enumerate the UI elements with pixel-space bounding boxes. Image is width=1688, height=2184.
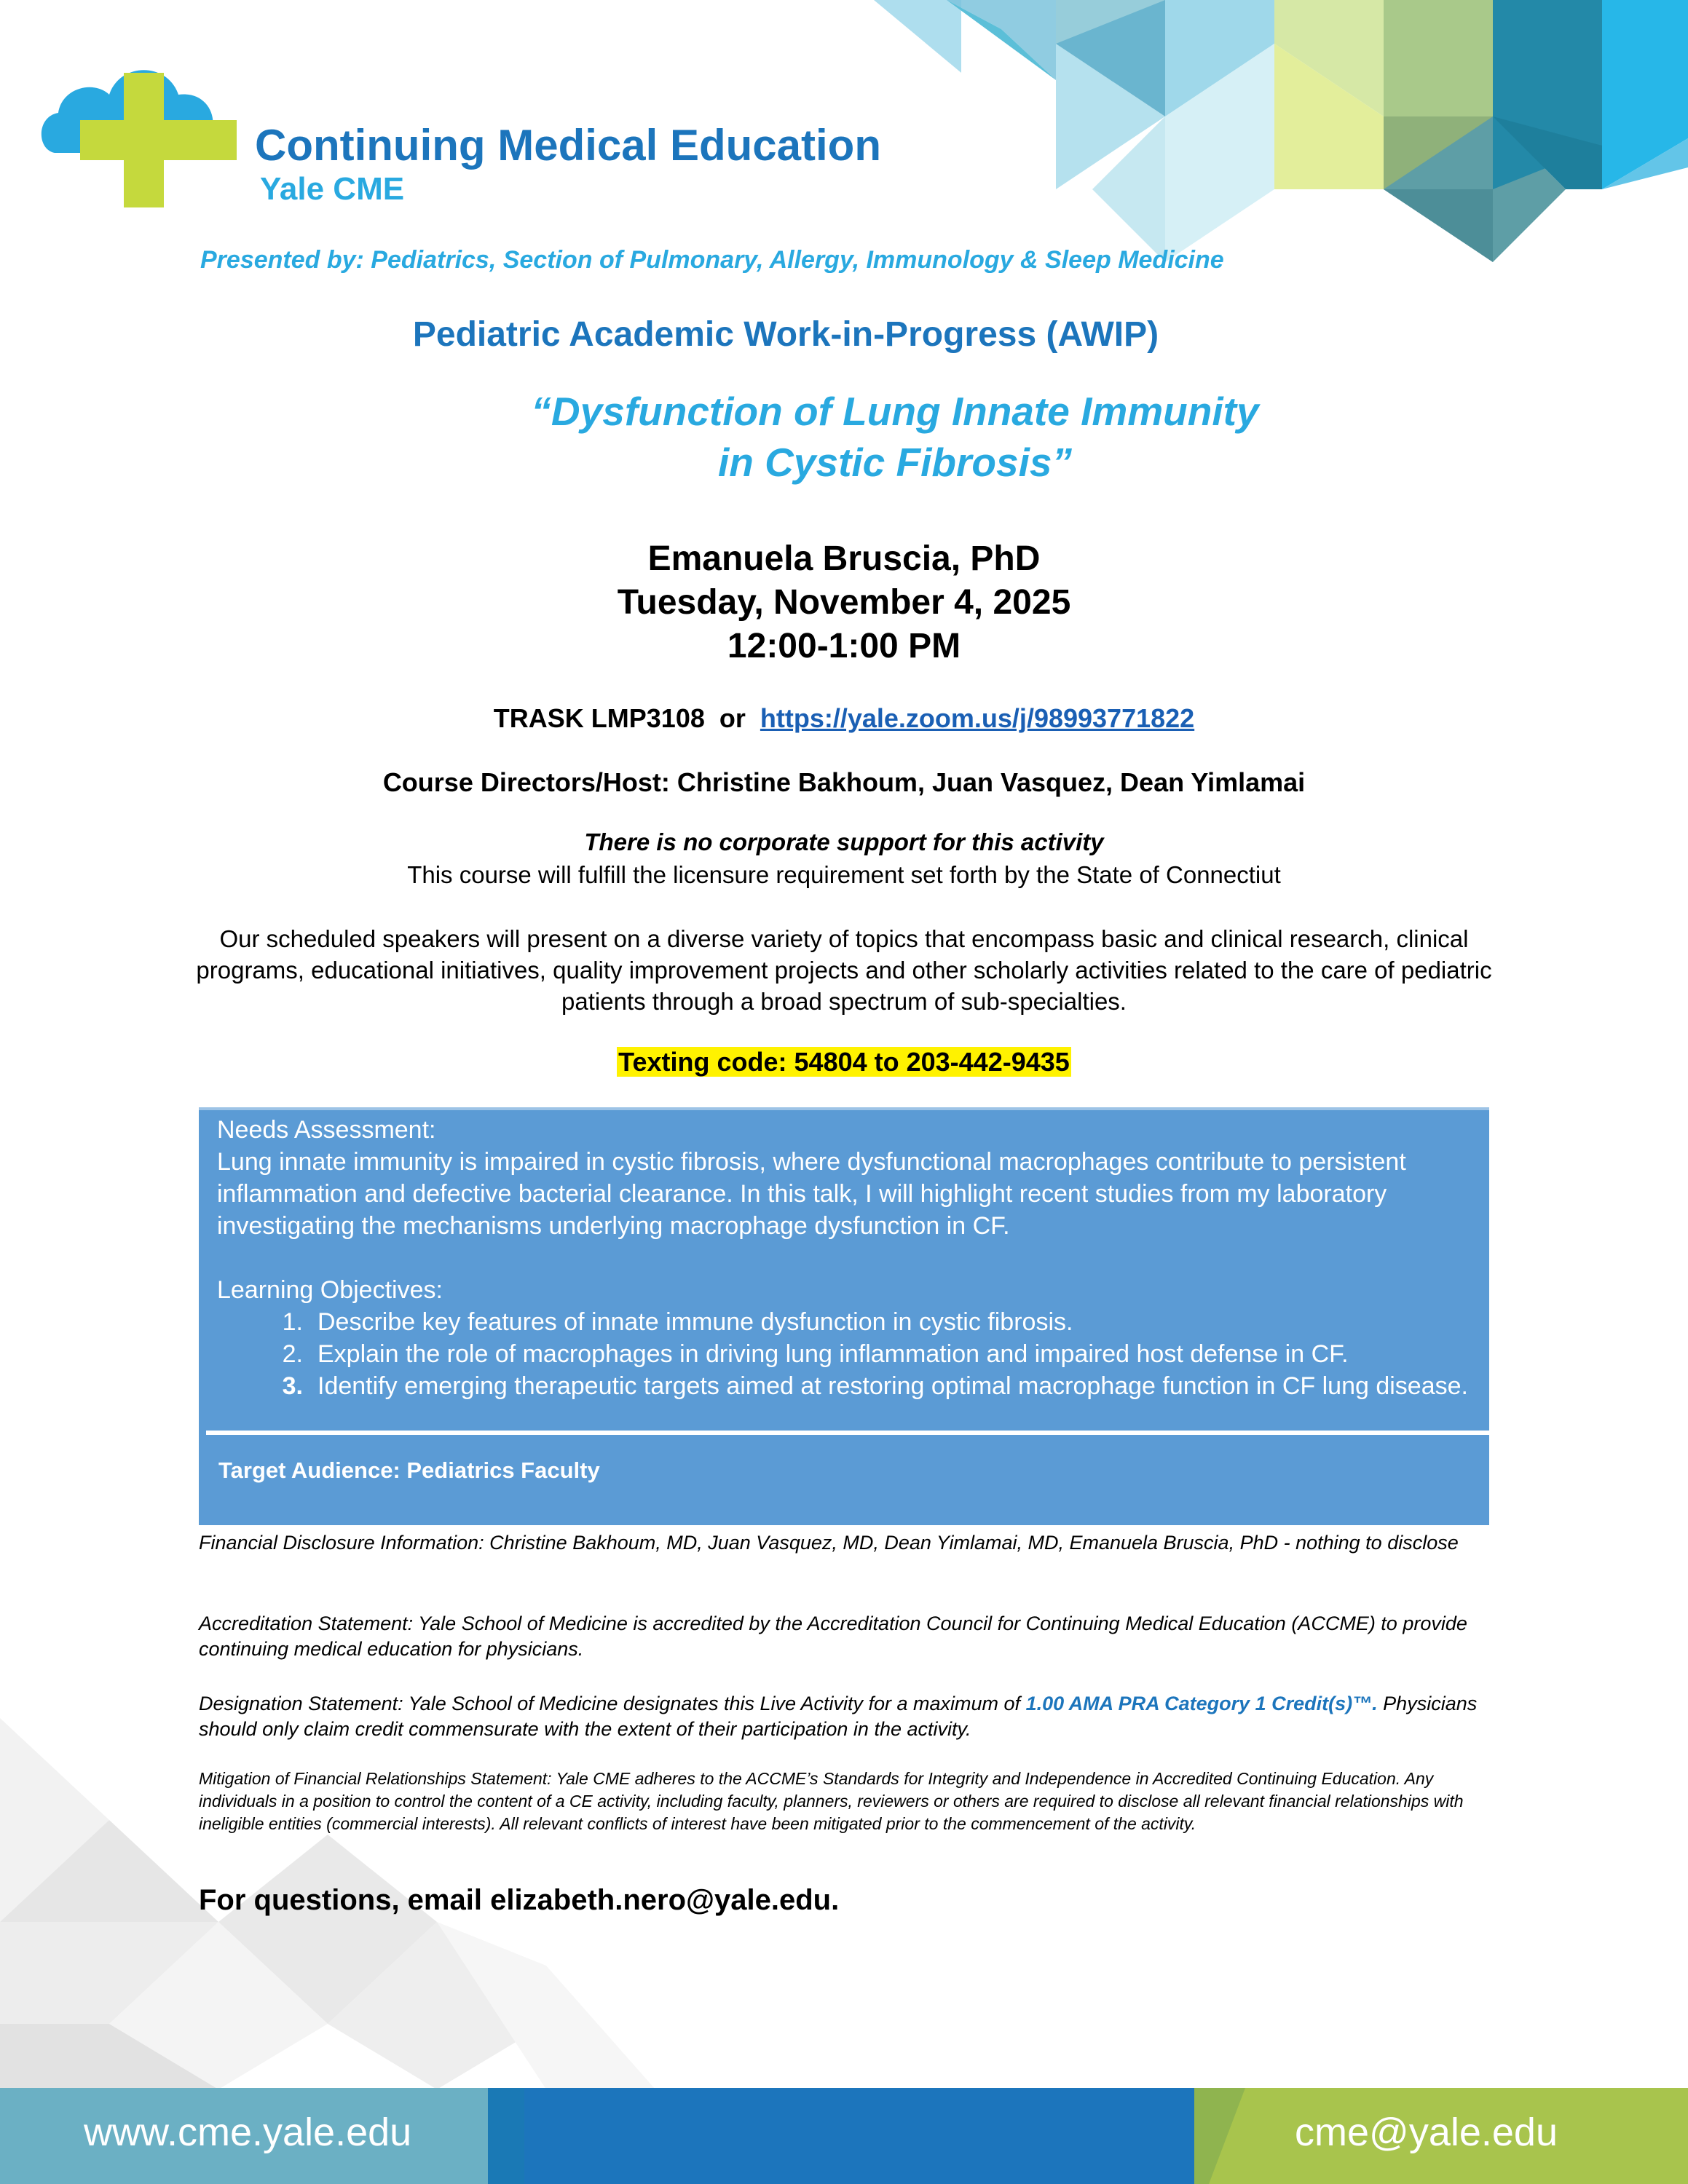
mitigation-statement: Mitigation of Financial Relationships Statement: Yale CME adheres to the ACCME’s Standards for Integrity and Independence in Accredited Continuing Education. Any individuals in a position to control the content of a CE activity, including faculty, planners, reviewers or others are required to disclose all relevant financial relationships with ineligible entities (commercial interests). All relevant conflicts of interest have been mitigated prior to the commencement of the activity. (199, 1769, 1464, 1833)
objective-number: 2. (282, 1340, 303, 1368)
licensure-note: This course will fulfill the licensure requirement set forth by the State of Connectiut (407, 861, 1281, 888)
contact-questions: For questions, email elizabeth.nero@yale.edu. (199, 1884, 840, 1916)
target-audience: Target Audience: Pediatrics Faculty (218, 1457, 600, 1483)
corporate-support-note: There is no corporate support for this activity (584, 828, 1104, 855)
speaker-name: Emanuela Bruscia, PhD (647, 539, 1041, 578)
info-box-content (217, 1114, 1484, 1402)
objective-number: 1. (282, 1308, 303, 1336)
talk-title-line2: in Cystic Fibrosis” (718, 440, 1072, 485)
spacer (217, 1242, 1484, 1274)
talk-title-line1: “Dysfunction of Lung Innate Immunity (531, 389, 1259, 434)
footer-website[interactable]: www.cme.yale.edu (84, 2110, 412, 2154)
texting-code-text: Texting code: 54804 to 203-442-9435 (618, 1047, 1070, 1077)
designation-credit: 1.00 AMA PRA Category 1 Credit(s)™. (1025, 1693, 1378, 1714)
designation-statement (199, 1691, 1495, 1742)
zoom-link[interactable]: https://yale.zoom.us/j/98993771822 (760, 703, 1195, 733)
texting-code (0, 1047, 1688, 1077)
course-directors: Course Directors/Host: Christine Bakhoum, Juan Vasquez, Dean Yimlamai (382, 767, 1306, 797)
objective-item (217, 1338, 1484, 1370)
objective-text: Explain the role of macrophages in driving lung inflammation and impaired host defense in CF. (318, 1340, 1349, 1368)
objective-text: Describe key features of innate immune dysfunction in cystic fibrosis. (318, 1308, 1073, 1336)
objective-number: 3. (282, 1372, 303, 1400)
info-box-divider (206, 1431, 1489, 1435)
logo-title: Continuing Medical Education (255, 121, 881, 170)
logo-subtitle: Yale CME (260, 171, 405, 207)
speaker-block (0, 537, 1688, 668)
cme-logo-icon (40, 33, 251, 211)
objective-text: Identify emerging therapeutic targets aimed at restoring optimal macrophage function in CF lung disease. (318, 1372, 1468, 1400)
series-description: Our scheduled speakers will present on a diverse variety of topics that encompass basic and clinical research, clinical programs, educational initiatives, quality improvement projects and other scholarly activities related to the care of pediatric patients through a broad spectrum of sub-specialties. (196, 925, 1492, 1015)
series-title: Pediatric Academic Work-in-Progress (AWIP) (412, 315, 1159, 354)
info-box-top-border (199, 1107, 1489, 1110)
footer-email[interactable]: cme@yale.edu (1295, 2110, 1558, 2154)
accreditation-statement: Accreditation Statement: Yale School of Medicine is accredited by the Accreditation Council for Continuing Medical Education (ACCME) to provide continuing medical education for physicians. (199, 1613, 1467, 1660)
needs-text: Lung innate immunity is impaired in cystic fibrosis, where dysfunctional macrophages contribute to persistent inflammation and defective bacterial clearance. In this talk, I will highlight recent studies from my laboratory investigating the mechanisms underlying macrophage dysfunction in CF. (217, 1148, 1406, 1240)
objectives-heading: Learning Objectives: (217, 1276, 443, 1304)
needs-heading: Needs Assessment: (217, 1116, 436, 1144)
event-date: Tuesday, November 4, 2025 (617, 583, 1071, 622)
talk-title (51, 386, 1688, 488)
designation-suffix: Physicians should only claim credit commensurate with the extent of their participation in the activity. (199, 1693, 1478, 1740)
financial-disclosure: Financial Disclosure Information: Christine Bakhoum, MD, Juan Vasquez, MD, Dean Yimlamai, MD, Emanuela Bruscia, PhD - nothing to disclose (199, 1532, 1459, 1554)
location-room: TRASK LMP3108 or (493, 703, 760, 733)
presented-by: Presented by: Pediatrics, Section of Pulmonary, Allergy, Immunology & Sleep Medicine (200, 246, 1224, 274)
event-time: 12:00-1:00 PM (727, 627, 961, 665)
designation-prefix: Designation Statement: Yale School of Medicine designates this Live Activity for a maximum of (199, 1693, 1026, 1714)
location-line (0, 703, 1688, 734)
objective-item (217, 1370, 1484, 1402)
objective-item (217, 1306, 1484, 1338)
